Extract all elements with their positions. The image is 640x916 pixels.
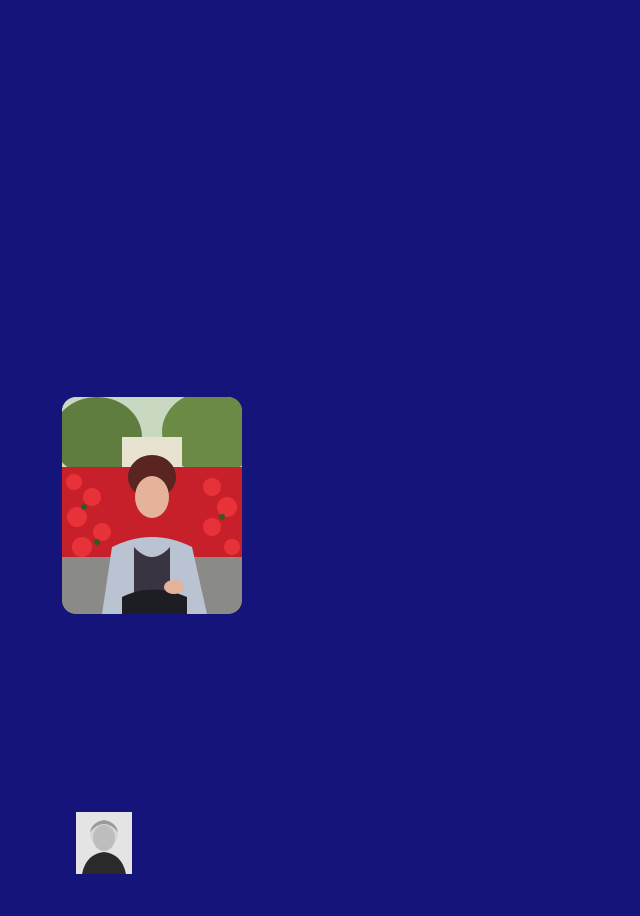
exhibition-credits: [133, 84, 623, 98]
collector-photo: [62, 397, 242, 614]
pearl-string-top-decoration: [10, 30, 130, 85]
collector-section: [268, 398, 582, 406]
artist-portrait: [76, 812, 132, 874]
